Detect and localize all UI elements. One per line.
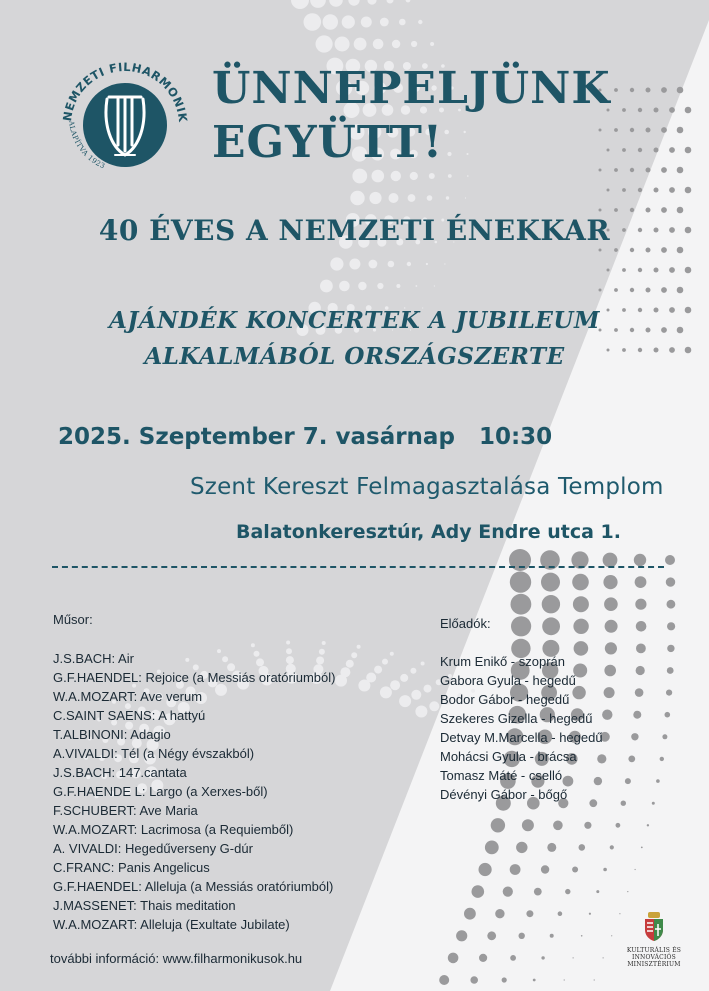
decor-dot [339, 281, 350, 292]
decor-dot [558, 911, 563, 916]
decor-dot [434, 285, 435, 286]
program-item: W.A.MOZART: Lacrimosa (a Requiemből) [53, 822, 294, 837]
decor-dot [349, 259, 360, 270]
decor-dot [286, 641, 290, 645]
program-item: W.A.MOZART: Alleluja (Exultate Jubilate) [53, 917, 290, 932]
decor-dot [646, 288, 651, 293]
decor-dot [541, 865, 549, 873]
filharmonikusok-logo [55, 47, 195, 187]
decor-dot [396, 284, 400, 288]
decor-dot [625, 778, 631, 784]
decor-dot [320, 280, 333, 293]
decor-dot [439, 975, 449, 985]
program-list [53, 649, 335, 934]
decor-dot [572, 574, 589, 591]
decor-dot [541, 573, 560, 592]
decor-dot [335, 37, 350, 52]
decor-dot [589, 913, 591, 915]
decor-dot [399, 695, 411, 707]
decor-dot [502, 977, 507, 982]
decor-dot [418, 20, 422, 24]
decor-dot [596, 890, 599, 893]
decor-dot [614, 208, 618, 212]
decor-dot [367, 0, 376, 5]
decor-dot [323, 14, 338, 29]
decor-dot [572, 867, 578, 873]
ministry-logo [606, 912, 702, 968]
decor-dot [350, 191, 364, 205]
decor-dot [351, 652, 357, 658]
ministry-line1: KULTURÁLIS ÉS INNOVÁCIÓS [626, 947, 682, 961]
decor-dot [516, 842, 527, 853]
decor-dot [448, 174, 452, 178]
headline [212, 62, 692, 170]
more-info-link[interactable]: további információ: www.filharmonikusok.hu [50, 951, 303, 966]
event-address: Balatonkeresztúr, Ady Endre utca 1. [236, 521, 621, 543]
decor-dot [340, 667, 350, 677]
decor-dot [677, 247, 684, 254]
decor-dot [511, 594, 532, 615]
decor-dot [429, 173, 435, 179]
decor-dot [533, 979, 536, 982]
decor-dot [503, 887, 513, 897]
decor-dot [316, 35, 333, 52]
decor-dot [456, 930, 467, 941]
performers-label: Előadók: [440, 616, 491, 631]
decor-dot [635, 688, 644, 697]
decor-dot [390, 680, 400, 690]
decor-dot [373, 39, 384, 50]
decor-dot [628, 756, 635, 763]
decor-dot [399, 19, 406, 26]
decor-dot [665, 712, 671, 718]
decor-dot [667, 667, 674, 674]
decor-dot [322, 641, 326, 645]
decor-dot [622, 188, 626, 192]
decor-dot [630, 288, 634, 292]
decor-dot [603, 957, 604, 958]
decor-dot [400, 674, 408, 682]
decor-dot [605, 642, 617, 654]
gift-concert-title [0, 303, 709, 375]
decor-dot [391, 171, 401, 181]
decor-dot [685, 267, 692, 274]
decor-dot [352, 169, 367, 184]
decor-dot [603, 868, 607, 872]
decor-dot [467, 175, 469, 177]
decor-dot [411, 690, 421, 700]
decor-dot [479, 863, 492, 876]
decor-dot [392, 40, 400, 48]
decor-dot [669, 187, 675, 193]
decor-dot [510, 955, 516, 961]
decor-dot [599, 289, 602, 292]
decor-dot [542, 595, 560, 613]
program-item: W.A.MOZART: Ave verum [53, 689, 203, 704]
program-item: A. VIVALDI: Hegedűverseny G-dúr [53, 841, 253, 856]
decor-dot [602, 710, 612, 720]
decor-dot [408, 194, 416, 202]
decor-dot [382, 659, 388, 665]
decor-dot [614, 248, 618, 252]
decor-dot [411, 41, 417, 47]
decor-dot [346, 660, 354, 668]
decor-dot [614, 288, 618, 292]
decor-dot [666, 577, 675, 586]
gift-line2: ALKALMÁBÓL ORSZÁGSZERTE [144, 343, 565, 370]
decor-dot [631, 733, 638, 740]
decor-dot [387, 0, 394, 4]
decor-dot [654, 188, 659, 193]
decor-dot [633, 711, 641, 719]
decor-dot [573, 957, 574, 958]
performer-item: Detvay M.Marcella - hegedű [440, 730, 603, 745]
program-item: G.F.HAENDE L: Largo (a Xerxes-ből) [53, 784, 268, 799]
decor-dot [638, 188, 642, 192]
event-datetime: 2025. Szeptember 7. vasárnap 10:30 [58, 424, 553, 450]
decor-dot [665, 555, 675, 565]
decor-dot [406, 0, 411, 2]
decor-dot [616, 823, 621, 828]
decor-dot [465, 197, 466, 198]
decor-dot [630, 208, 634, 212]
decor-dot [448, 953, 459, 964]
decor-dot [636, 644, 646, 654]
decor-dot [485, 841, 499, 855]
decor-dot [491, 818, 505, 832]
program-item: G.F.HAENDEL: Rejoice (a Messiás oratóriumból) [53, 670, 336, 685]
program-item: F.SCHUBERT: Ave Maria [53, 803, 198, 818]
decor-dot [565, 889, 570, 894]
decor-dot [599, 209, 602, 212]
decor-dot [361, 17, 372, 28]
decor-dot [646, 248, 651, 253]
decor-dot [635, 576, 647, 588]
decor-dot [510, 571, 531, 592]
decor-dot [310, 0, 326, 8]
decor-dot [666, 690, 672, 696]
decor-dot [661, 287, 667, 293]
decor-dot [667, 622, 675, 630]
decor-dot [369, 260, 378, 269]
decor-dot [372, 170, 385, 183]
decor-dot [424, 685, 432, 693]
decor-dot [410, 172, 418, 180]
decor-dot [661, 207, 667, 213]
decor-dot [357, 645, 361, 649]
decor-dot [667, 645, 674, 652]
decor-dot [652, 802, 655, 805]
decor-dot [472, 885, 485, 898]
decor-dot [426, 263, 428, 265]
decor-dot [656, 779, 660, 783]
decor-dot [511, 616, 531, 636]
decor-dot [427, 195, 433, 201]
performers-list [440, 652, 603, 804]
decor-dot [369, 192, 381, 204]
dashed-divider [52, 566, 664, 568]
decor-dot [464, 908, 476, 920]
decor-dot [677, 287, 684, 294]
decor-dot [522, 819, 534, 831]
decor-dot [534, 888, 542, 896]
decor-dot [641, 847, 643, 849]
program-item: T.ALBINONI: Adagio [53, 727, 171, 742]
decor-dot [416, 285, 418, 287]
decor-dot [342, 15, 355, 28]
program-item: J.S.BACH: 147.cantata [53, 765, 187, 780]
gift-line1: AJÁNDÉK KONCERTEK A JUBILEUM [109, 307, 600, 334]
decor-dot [415, 706, 427, 718]
program-item: J.MASSENET: Thais meditation [53, 898, 236, 913]
decor-dot [607, 189, 610, 192]
decor-dot [446, 196, 449, 199]
decor-dot [610, 845, 614, 849]
decor-dot [604, 687, 615, 698]
decor-dot [604, 665, 616, 677]
decor-dot [547, 843, 556, 852]
event-venue: Szent Kereszt Felmagasztalása Templom [190, 474, 664, 500]
decor-dot [605, 620, 618, 633]
decor-dot [358, 282, 366, 290]
decor-dot [407, 262, 411, 266]
decor-dot [584, 822, 591, 829]
performer-item: Szekeres Gizella - hegedű [440, 711, 593, 726]
subheadline: 40 ÉVES A NEMZETI ÉNEKKAR [98, 214, 611, 247]
decor-dot [677, 207, 684, 214]
decor-dot [685, 187, 692, 194]
decor-dot [635, 599, 646, 610]
decor-dot [636, 621, 647, 632]
performer-item: Gabora Gyula - hegedű [440, 673, 576, 688]
decor-dot [638, 268, 642, 272]
decor-dot [627, 891, 628, 892]
decor-dot [410, 668, 416, 674]
decor-dot [291, 0, 309, 9]
decor-dot [654, 268, 659, 273]
decor-dot [470, 976, 478, 984]
decor-dot [429, 701, 439, 711]
decor-dot [526, 910, 533, 917]
decor-dot [377, 283, 383, 289]
performer-item: Tomasz Máté - cselló [440, 768, 563, 783]
decor-dot [621, 801, 626, 806]
decor-dot [669, 267, 675, 273]
decor-dot [564, 979, 565, 980]
performer-item: Mohácsi Gyula - brácsa [440, 749, 577, 764]
program-item: J.S.BACH: Air [53, 651, 134, 666]
decor-dot [599, 249, 602, 252]
decor-dot [667, 600, 676, 609]
decor-dot [388, 261, 395, 268]
logo-arc-text: NEMZETI FILHARMONIK [59, 59, 191, 123]
performer-item: Bodor Gábor - hegedű [440, 692, 570, 707]
hungarian-coat-of-arms-icon [643, 912, 665, 942]
decor-dot [430, 42, 434, 46]
decor-dot [607, 269, 610, 272]
decor-dot [636, 666, 645, 675]
decor-dot [634, 554, 646, 566]
decor-dot [579, 844, 586, 851]
decor-dot [304, 13, 322, 31]
decor-dot [487, 931, 496, 940]
decor-dot [354, 38, 367, 51]
performer-item: Krum Enikő - szoprán [440, 654, 565, 669]
decor-dot [519, 933, 525, 939]
decor-dot [603, 575, 617, 589]
decor-dot [348, 0, 359, 6]
decor-dot [495, 909, 504, 918]
decor-dot [329, 0, 343, 7]
decor-dot [542, 617, 560, 635]
headline-line1: ÜNNEPELJÜNK [212, 63, 611, 114]
decor-dot [444, 263, 445, 264]
program-item: C.SAINT SAENS: A hattyú [53, 708, 206, 723]
program-item: G.F.HAENDEL: Alleluja (a Messiás oratóriumból) [53, 879, 334, 894]
decor-dot [594, 979, 595, 980]
decor-dot [646, 208, 651, 213]
program-item: A.VIVALDI: Tél (a Négy évszakból) [53, 746, 255, 761]
program-label: Műsor: [53, 612, 93, 627]
decor-dot [630, 248, 634, 252]
decor-dot [550, 934, 554, 938]
program-item: C.FRANC: Panis Angelicus [53, 860, 210, 875]
decor-dot [604, 597, 618, 611]
decor-dot [374, 666, 382, 674]
decor-dot [622, 268, 626, 272]
decor-dot [573, 619, 588, 634]
ministry-line2: MINISZTÉRIUM [627, 961, 681, 968]
decor-dot [330, 257, 343, 270]
decor-dot [661, 247, 667, 253]
logo-founded-text: ALAPÍTVA 1923 [67, 120, 107, 171]
decor-dot [553, 821, 563, 831]
decor-dot [389, 193, 399, 203]
headline-line2: EGYÜTT! [212, 117, 444, 168]
decor-dot [251, 643, 255, 647]
decor-dot [581, 935, 583, 937]
decor-dot [390, 652, 394, 656]
decor-dot [380, 686, 392, 698]
performer-item: Dévényi Gábor - bőgő [440, 787, 568, 802]
decor-dot [662, 734, 667, 739]
decor-dot [421, 662, 425, 666]
decor-dot [541, 956, 544, 959]
decor-dot [380, 18, 389, 27]
decor-dot [366, 673, 376, 683]
decor-dot [573, 596, 589, 612]
decor-dot [479, 954, 487, 962]
decor-dot [510, 864, 521, 875]
decor-dot [660, 757, 664, 761]
decor-dot [635, 869, 636, 870]
decor-dot [647, 824, 649, 826]
